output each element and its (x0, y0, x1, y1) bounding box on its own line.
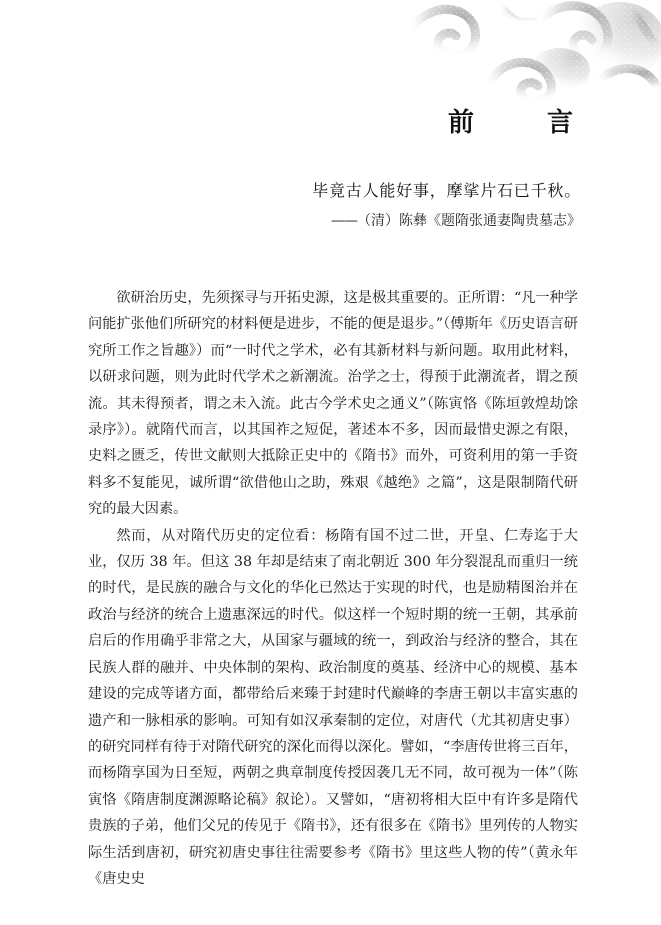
epigraph-attribution (331, 210, 581, 230)
page-title: 前 言 (447, 108, 605, 138)
epigraph-dash: —— (331, 213, 357, 229)
paragraph: 欲研治历史，先须探寻与开拓史源，这是极其重要的。正所谓：“凡一种学问能扩张他们所研究的材料便是进步，不能的便是退步。”（傅斯年《历史语言研究所工作之旨趣》）而“一时代之学术，必有其新材料与新问题。取用此材料，以研求问题，则为此时代学术之新潮流。治学之士，得预于此潮流者，谓之预流。其未得预者，谓之未入流。此古今学术史之通义”（陈寅恪《陈垣敦煌劫馀录序》）。就隋代而言，以其国祚之短促，著述本不多，因而最惜史源之有限，史料之匮乏，传世文献则大抵除正史中的《隋书》而外，可资利用的第一手资料多不复能见，诚所谓“欲借他山之助，殊艰《越绝》之篇”，这是限制隋代研究的最大因素。 (88, 290, 578, 518)
epigraph-source-text: （清）陈彝《题隋张通妻陶贵墓志》 (357, 213, 581, 229)
decorative-cloud-ornament-icon (390, 0, 661, 112)
paragraph: 然而，从对隋代历史的定位看：杨隋有国不过二世，开皇、仁寿迄于大业，仅历 38 年。但这 38 年却是结束了南北朝近 300 年分裂混乱而重归一统的时代，是民族的融合与文化的华化已然达于实现的时代，也是励精图治并在政治与经济的统合上遗惠深远的时代。似这样一个短时期的统一王朝，其承前启后的作用确乎非常之大，从国家与疆域的统一，到政治与经济的整合，其在民族人群的融并、中央体制的架构、政治制度的奠基、经济中心的规模、基本建设的完成等诸方面，都带给后来臻于封建时代巅峰的李唐王朝以丰富实惠的遗产和一脉相承的影响。可知有如汉承秦制的定位，对唐代（尤其初唐史事）的研究同样有待于对隋代研究的深化而得以深化。譬如，“李唐传世将三百年，而杨隋享国为日至短，两朝之典章制度传授因袭几无不同，故可视为一体”（陈寅恪《隋唐制度渊源略论稿》叙论）。又譬如，“唐初将相大臣中有许多是隋代贵族的子弟，他们父兄的传见于《隋书》，还有很多在《隋书》里列传的人物实际生活到唐初，研究初唐史事往往需要参考《隋书》里这些人物的传”（黄永年《唐史史 (88, 527, 578, 887)
epigraph-quote: 毕竟古人能好事，摩挲片石已千秋。 (312, 181, 581, 200)
preface-body (88, 285, 578, 892)
